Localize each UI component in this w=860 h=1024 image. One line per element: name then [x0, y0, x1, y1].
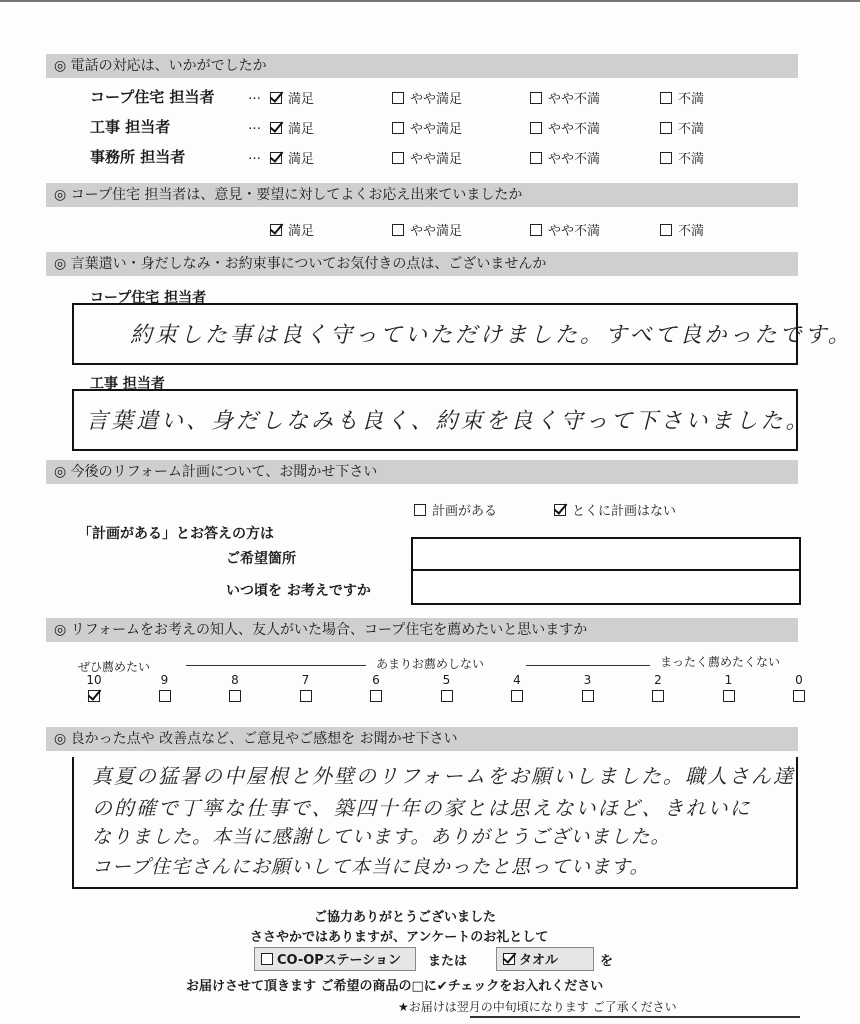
gift-towel-checkbox[interactable]	[503, 953, 515, 965]
phone-option[interactable]	[392, 118, 462, 137]
gift-coop-station-option[interactable]	[254, 947, 416, 971]
scale-checkbox[interactable]	[159, 690, 171, 702]
opinion-line-1: 真夏の猛暑の中屋根と外壁のリフォームをお願いしました。職人さん達	[92, 764, 795, 788]
scale-checkbox[interactable]	[511, 690, 523, 702]
phone-option-checkbox[interactable]	[392, 152, 404, 164]
section-opinion-title: ◎ 良かった点や 改善点など、ご意見やご感想を お聞かせ下さい	[54, 731, 458, 747]
response-option-label: やや満足	[410, 224, 463, 239]
phone-option[interactable]	[660, 148, 704, 167]
gift-coop-station-label: CO-OPステーション	[277, 953, 402, 968]
plan-yes-checkbox[interactable]	[414, 504, 426, 516]
recommend-line-right	[526, 665, 650, 666]
scale-number: 5	[442, 673, 451, 687]
phone-option-checkbox[interactable]	[530, 122, 542, 134]
response-option[interactable]	[660, 220, 704, 239]
response-option[interactable]	[270, 220, 314, 239]
section-response-header	[46, 183, 798, 207]
scale-checkbox[interactable]	[229, 690, 241, 702]
phone-option-checkbox[interactable]	[270, 92, 282, 104]
scale-checkbox[interactable]	[88, 690, 100, 702]
koji-staff-label: 工事 担当者	[90, 376, 165, 392]
plan-condition-label: 「計画がある」とお答えの方は	[78, 526, 274, 542]
section-recommend-header	[46, 618, 798, 642]
recommend-middle-label: あまりお薦めしない	[376, 657, 485, 671]
section-response-title: ◎ コープ住宅 担当者は、意見・要望に対してよくお応え出来ていましたか	[54, 187, 523, 203]
plan-where-label: ご希望箇所	[226, 551, 296, 567]
phone-option-label: 不満	[678, 122, 705, 137]
plan-when-label: いつ頃を お考えですか	[226, 583, 371, 599]
leader-dots: …	[248, 118, 261, 133]
section-plan-header	[46, 460, 798, 484]
gift-towel-option[interactable]	[496, 947, 594, 971]
phone-option-label: 不満	[678, 152, 705, 167]
opinion-line-3: なりました。本当に感謝しています。ありがとうございました。	[92, 826, 671, 848]
phone-option-label: やや満足	[410, 122, 463, 137]
plan-no-checkbox[interactable]	[554, 504, 566, 516]
phone-option-checkbox[interactable]	[392, 92, 404, 104]
footer-gift: ささやかではありますが、アンケートのお礼として	[250, 930, 549, 945]
plan-no-label: とくに計画はない	[572, 504, 677, 519]
phone-row-label: 事務所 担当者	[90, 148, 186, 166]
footer-or: または	[428, 954, 468, 969]
phone-row-label: コープ住宅 担当者	[90, 88, 215, 106]
plan-option-no[interactable]	[554, 500, 676, 519]
scale-number: 1	[724, 673, 733, 687]
coop-comment-text: 約束した事は良く守っていただけました。すべて良かったです。	[130, 323, 853, 348]
footer-wo: を	[600, 954, 614, 969]
phone-option-label: やや満足	[410, 152, 463, 167]
phone-option[interactable]	[530, 88, 600, 107]
scale-checkbox[interactable]	[582, 690, 594, 702]
phone-option-label: やや不満	[548, 152, 601, 167]
opinion-line-4: コープ住宅さんにお願いして本当に良かったと思っています。	[92, 856, 650, 878]
section-opinion-header	[46, 727, 798, 751]
recommend-line-left	[186, 665, 366, 666]
phone-option[interactable]	[660, 88, 704, 107]
phone-option[interactable]	[530, 148, 600, 167]
scale-checkbox[interactable]	[723, 690, 735, 702]
phone-option[interactable]	[270, 118, 314, 137]
recommend-right-label: まったく薦めたくない	[660, 655, 781, 669]
phone-option-label: やや不満	[548, 122, 601, 137]
scale-number: 10	[86, 673, 102, 687]
scale-number: 2	[654, 673, 662, 687]
leader-dots: …	[248, 148, 261, 163]
response-option-label: 満足	[288, 224, 315, 239]
coop-staff-label: コープ住宅 担当者	[90, 290, 207, 306]
scale-checkbox[interactable]	[370, 690, 382, 702]
footer-instruction: お届けさせて頂きます ご希望の商品の□に✔チェックをお入れください	[186, 979, 604, 994]
phone-option[interactable]	[270, 88, 314, 107]
scale-checkbox[interactable]	[652, 690, 664, 702]
bottom-border-line	[470, 1016, 800, 1018]
gift-towel-label: タオル	[519, 953, 559, 968]
section-phone-title: ◎ 電話の対応は、いかがでしたか	[54, 58, 267, 74]
footer-thanks: ご協力ありがとうございました	[314, 910, 497, 925]
section-phone-header	[46, 54, 798, 78]
phone-option-checkbox[interactable]	[530, 152, 542, 164]
phone-option-label: 満足	[288, 92, 315, 107]
scale-number: 3	[583, 673, 592, 687]
response-option-label: やや不満	[548, 224, 601, 239]
recommend-left-label: ぜひ薦めたい	[78, 660, 151, 674]
footer-note: ★お届けは翌月の中旬頃になります ご了承ください	[398, 1000, 677, 1014]
scale-number: 7	[301, 673, 310, 687]
scale-checkbox[interactable]	[793, 690, 805, 702]
phone-option[interactable]	[392, 148, 462, 167]
phone-option-checkbox[interactable]	[660, 92, 672, 104]
response-option-checkbox[interactable]	[392, 224, 404, 236]
response-option-checkbox[interactable]	[530, 224, 542, 236]
phone-option-label: やや満足	[410, 92, 463, 107]
phone-option-label: 不満	[678, 92, 705, 107]
phone-option-checkbox[interactable]	[392, 122, 404, 134]
scale-number: 0	[795, 673, 803, 687]
phone-option-checkbox[interactable]	[660, 152, 672, 164]
response-option-label: 不満	[678, 224, 705, 239]
phone-option[interactable]	[392, 88, 462, 107]
response-option[interactable]	[530, 220, 600, 239]
phone-option[interactable]	[270, 148, 314, 167]
plan-yes-label: 計画がある	[432, 504, 498, 519]
phone-option[interactable]	[660, 118, 704, 137]
scale-number: 4	[513, 673, 521, 687]
scale-checkbox[interactable]	[441, 690, 453, 702]
plan-where-input[interactable]	[411, 537, 801, 573]
plan-when-input[interactable]	[411, 569, 801, 605]
phone-option-label: やや不満	[548, 92, 601, 107]
scale-number: 8	[231, 673, 239, 687]
phone-row-label: 工事 担当者	[90, 118, 171, 136]
section-manners-title: ◎ 言葉遣い・身だしなみ・お約束事についてお気付きの点は、ございませんか	[54, 256, 547, 272]
opinion-line-2: の的確で丁寧な仕事で、築四十年の家とは思えないほど、きれいに	[92, 796, 752, 820]
section-plan-title: ◎ 今後のリフォーム計画について、お聞かせ下さい	[54, 464, 378, 480]
gift-coop-station-checkbox[interactable]	[261, 953, 273, 965]
section-recommend-title: ◎ リフォームをお考えの知人、友人がいた場合、コープ住宅を薦めたいと思いますか	[54, 622, 588, 638]
leader-dots: …	[248, 88, 261, 103]
phone-option[interactable]	[530, 118, 600, 137]
response-option-checkbox[interactable]	[270, 224, 282, 236]
phone-option-checkbox[interactable]	[270, 152, 282, 164]
phone-option-label: 満足	[288, 122, 315, 137]
phone-option-label: 満足	[288, 152, 315, 167]
phone-option-checkbox[interactable]	[660, 122, 672, 134]
top-border-line	[0, 0, 860, 2]
phone-option-checkbox[interactable]	[270, 122, 282, 134]
response-option-checkbox[interactable]	[660, 224, 672, 236]
scale-number: 6	[372, 673, 380, 687]
scale-checkbox[interactable]	[300, 690, 312, 702]
response-option[interactable]	[392, 220, 462, 239]
section-manners-header	[46, 252, 798, 276]
plan-option-yes[interactable]	[414, 500, 497, 519]
phone-option-checkbox[interactable]	[530, 92, 542, 104]
scale-number: 9	[160, 673, 169, 687]
koji-comment-text: 言葉遣い、身だしなみも良く、約束を良く守って下さいました。	[86, 409, 811, 434]
